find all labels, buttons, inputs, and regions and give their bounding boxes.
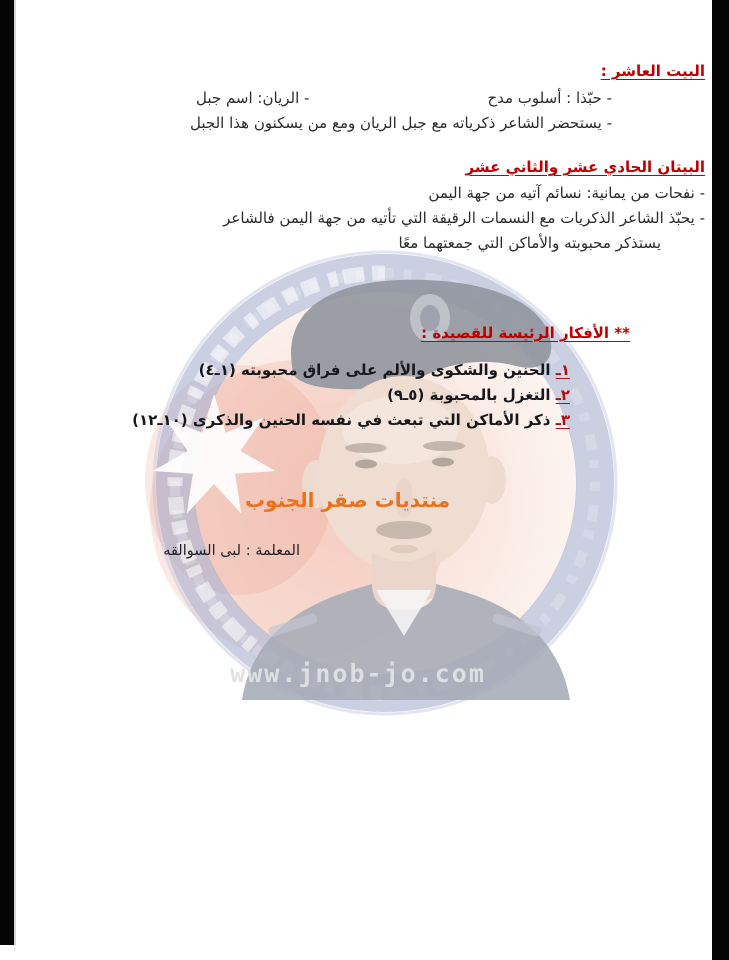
main-idea-text-3: ذكر الأماكن التي تبعث في نفسه الحنين والذكرى (١٠ـ١٢) [132, 411, 556, 429]
main-idea-item-2 [387, 386, 570, 404]
teacher-credit: المعلمة : لبى السوالقه [163, 543, 300, 559]
portrait-mouth-shadow [390, 545, 418, 553]
main-idea-text-1: الحنين والشكوى والألم على فراق محبوبته (١ـ٤) [198, 361, 556, 379]
emblem-group [145, 252, 616, 714]
verse-ten-point-rayyan: - الريان: اسم جبل [196, 89, 310, 107]
forum-site-name: منتديات صقر الجنوب [244, 488, 450, 512]
main-idea-text-2: التغزل بالمحبوبة (٥ـ٩) [387, 386, 556, 404]
verses-11-12-line3: يستذكر محبوبته والأماكن التي جمعتهما معًا [398, 234, 661, 252]
main-idea-item-3 [132, 411, 570, 429]
portrait-eye-right [432, 458, 454, 467]
main-idea-number-3: ٣ـ [555, 411, 570, 429]
portrait-forehead [342, 396, 458, 464]
verses-11-12-line2: - يحبّذ الشاعر الذكريات مع النسمات الرقيقة التي تأتيه من جهة اليمن فالشاعر [223, 209, 705, 227]
section-verses-11-12-heading: البيتان الحادي عشر والثاني عشر [465, 158, 705, 176]
page-edge-shadow [14, 0, 16, 945]
main-ideas-heading: ** الأفكار الرئيسة للقصيدة : [421, 324, 630, 342]
main-idea-item-1 [199, 361, 570, 379]
watermark-url: www.jnob-jo.com [230, 659, 486, 688]
main-idea-number-1: ١ـ [555, 361, 570, 379]
verses-11-12-line1: - نفحات من يمانية: نسائم آتيه من جهة اليمن [428, 184, 705, 202]
verse-ten-point-habbatha: - حبّذا : أسلوب مدح [487, 89, 612, 107]
portrait-mustache [376, 521, 432, 539]
portrait-eyebrow-left [345, 443, 387, 453]
verse-ten-explanation: - يستحضر الشاعر ذكرياته مع جبل الريان ومع من يسكنون هذا الجبل [190, 114, 612, 132]
section-verse-ten-heading: البيت العاشر : [600, 62, 705, 80]
portrait-eyebrow-right [423, 441, 465, 451]
scan-edge-right [712, 0, 729, 960]
portrait-eye-left [355, 460, 377, 469]
main-idea-number-2: ٢ـ [555, 386, 570, 404]
scan-edge-left [0, 0, 14, 945]
verse-ten-points-row [196, 89, 612, 107]
